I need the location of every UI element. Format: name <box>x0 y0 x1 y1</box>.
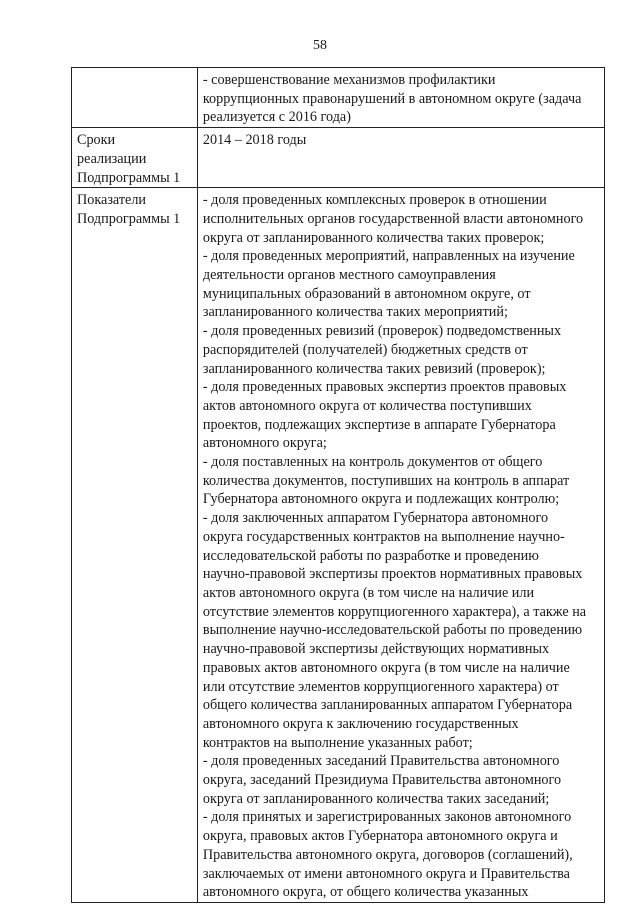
text-line: актов автономного округа от количества поступивших <box>202 397 532 414</box>
table-row <box>72 188 605 903</box>
label-line: Подпрограммы 1 <box>77 169 181 186</box>
label-line: Подпрограммы 1 <box>77 210 181 227</box>
row-label-cell <box>72 128 198 188</box>
label-line: Сроки <box>77 132 116 149</box>
subprogram-passport-table <box>71 67 605 903</box>
text-line: округа от запланированного количества таких проверок; <box>202 229 545 246</box>
table-row <box>72 68 605 128</box>
text-line: автономного округа к заключению государственных <box>202 715 519 732</box>
text-line: реализуется с 2016 года) <box>202 109 351 126</box>
text-line: автономного округа, от общего количества указанных <box>202 884 529 901</box>
text-line: или отсутствие элементов коррупциогенного характера) от <box>202 678 559 695</box>
text-line: отсутствие элементов коррупциогенного характера), а также на <box>202 603 587 620</box>
text-line: Правительства автономного округа, договоров (соглашений), <box>202 846 573 863</box>
text-line: округа, заседаний Президиума Правительства автономного <box>202 772 562 789</box>
text-line: выполнение научно-исследовательской работы по проведению <box>202 622 583 639</box>
table-row <box>72 128 605 188</box>
row-label-cell <box>72 68 198 128</box>
text-line: 2014 – 2018 годы <box>202 132 307 149</box>
row-value-cell <box>197 128 604 188</box>
text-line: - доля проведенных ревизий (проверок) подведомственных <box>202 323 562 340</box>
text-line: исполнительных органов государственной власти автономного <box>202 210 584 227</box>
text-line: актов автономного округа (в том числе на наличие или <box>202 584 535 601</box>
text-line: - доля проведенных правовых экспертиз проектов правовых <box>202 379 567 396</box>
row-value-cell <box>197 188 604 903</box>
text-line: - доля принятых и зарегистрированных законов автономного <box>202 809 572 826</box>
text-line: научно-правовой экспертизы действующих нормативных <box>202 641 550 658</box>
text-line: - доля проведенных мероприятий, направленных на изучение <box>202 248 575 265</box>
text-line: Губернатора автономного округа и подлежащих контролю; <box>202 491 560 508</box>
text-line: правовых актов автономного округа (в том числе на наличие <box>202 659 570 676</box>
label-line: реализации <box>77 150 147 167</box>
text-line: коррупционных правонарушений в автономном округе (задача <box>202 90 582 107</box>
text-line: - совершенствование механизмов профилактики <box>202 72 496 88</box>
text-line: автономного округа; <box>202 435 327 452</box>
text-line: распорядителей (получателей) бюджетных средств от <box>202 341 528 358</box>
text-line: - доля проведенных комплексных проверок в отношении <box>202 192 547 209</box>
text-line: муниципальных образований в автономном округе, от <box>202 285 531 302</box>
text-line: деятельности органов местного самоуправления <box>202 267 496 284</box>
text-line: - доля поставленных на контроль документов от общего <box>202 454 543 471</box>
text-line: округа от запланированного количества таких заседаний; <box>202 790 550 807</box>
text-line: проектов, подлежащих экспертизе в аппарате Губернатора <box>202 416 556 433</box>
text-line: округа государственных контрактов на выполнение научно- <box>202 528 565 545</box>
text-line: запланированного количества таких ревизий (проверок); <box>202 360 546 377</box>
text-line: округа, правовых актов Губернатора автономного округа и <box>202 828 558 845</box>
text-line: количества документов, поступивших на контроль в аппарат <box>202 472 570 489</box>
page-number: 58 <box>313 38 327 53</box>
label-line: Показатели <box>77 192 147 209</box>
text-line: заключаемых от имени автономного округа и Правительства <box>202 865 570 882</box>
text-line: исследовательской работы по разработке и проведению <box>202 547 539 564</box>
text-line: - доля проведенных заседаний Правительства автономного <box>202 753 560 770</box>
text-line: контрактов на выполнение указанных работ; <box>202 734 473 751</box>
text-line: запланированного количества таких мероприятий; <box>202 304 508 321</box>
text-line: научно-правовой экспертизы проектов нормативных правовых <box>202 566 583 583</box>
text-line: общего количества запланированных аппаратом Губернатора <box>202 697 573 714</box>
text-line: - доля заключенных аппаратом Губернатора автономного <box>202 510 549 527</box>
row-label-cell <box>72 188 198 903</box>
row-value-cell <box>197 68 604 128</box>
